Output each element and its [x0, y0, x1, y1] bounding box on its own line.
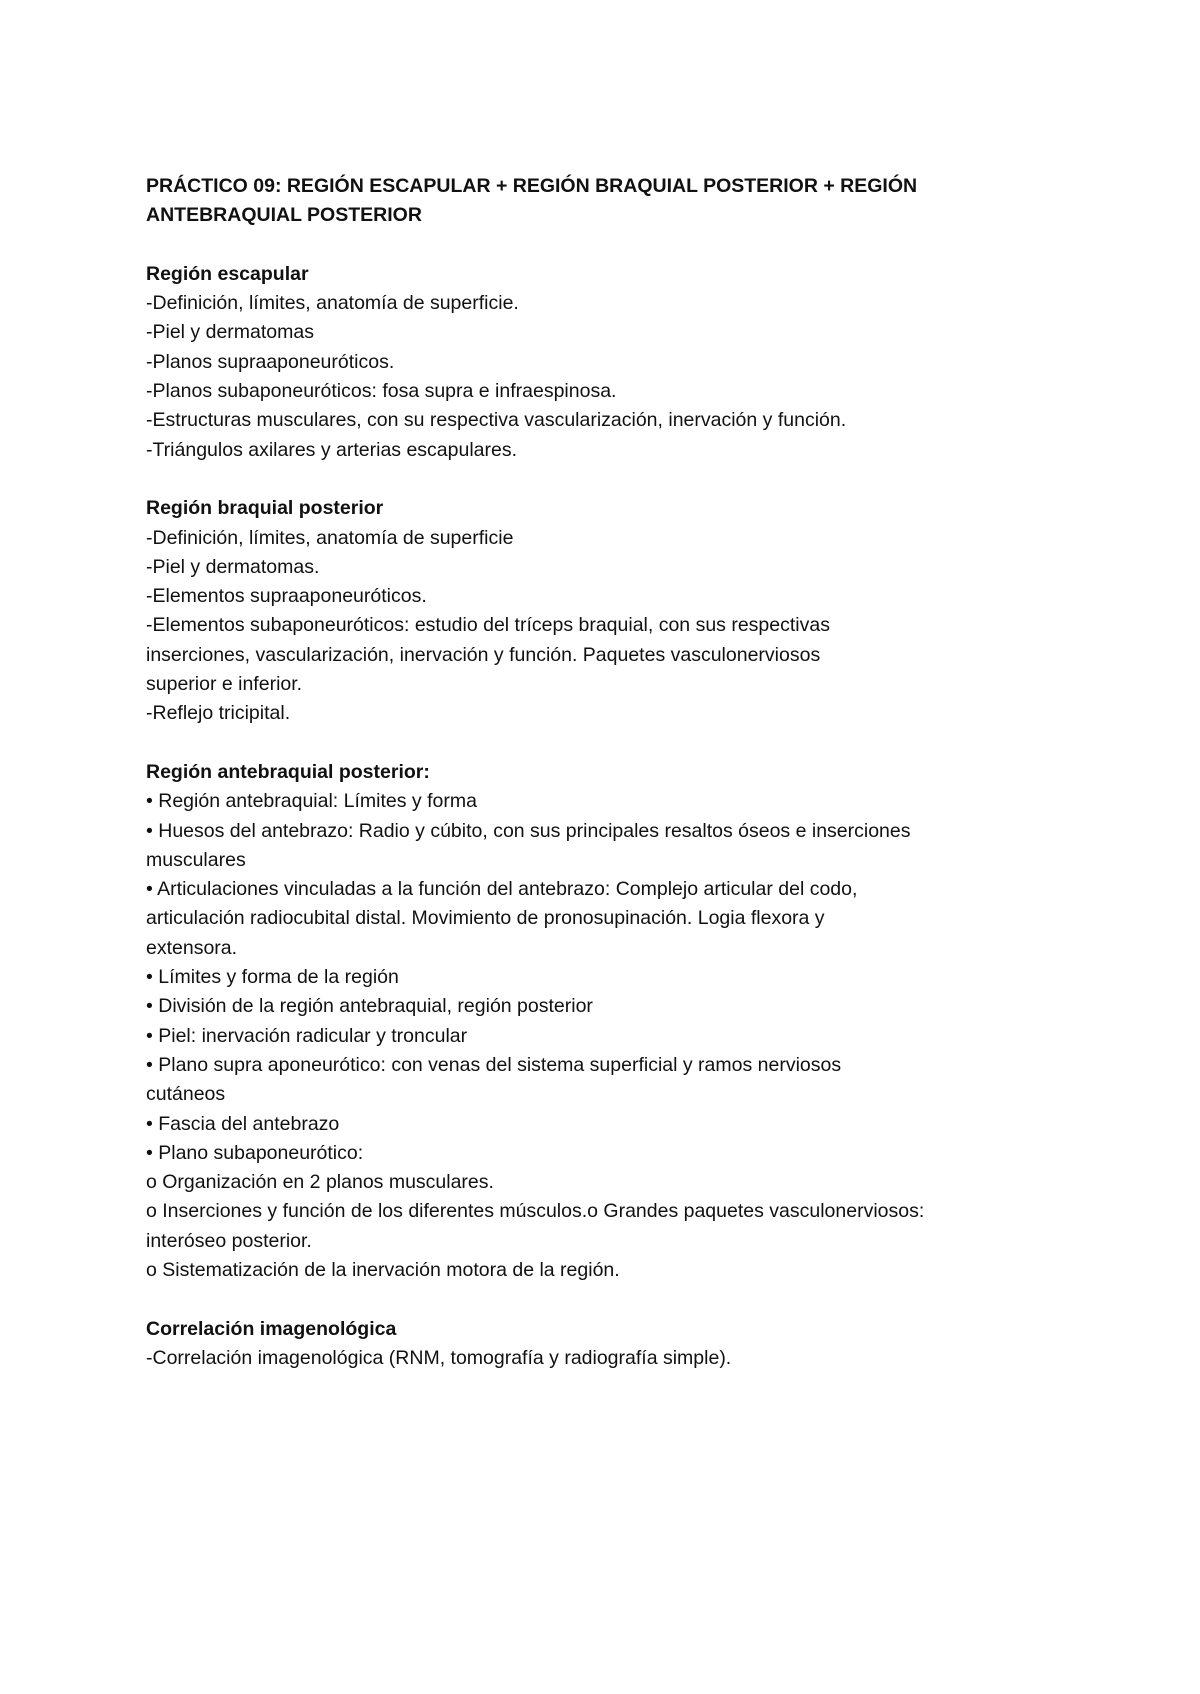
section-region-escapular [146, 260, 1046, 465]
list-item: o Sistematización de la inervación motora de la región. [146, 1258, 620, 1281]
list-item: • Región antebraquial: Límites y forma [146, 790, 477, 813]
list-item: extensora. [146, 936, 238, 959]
list-item: -Elementos subaponeuróticos: estudio del tríceps braquial, con sus respectivas [146, 614, 830, 637]
list-item: -Correlación imagenológica (RNM, tomografía y radiografía simple). [146, 1346, 732, 1369]
list-item: articulación radiocubital distal. Movimiento de pronosupinación. Logia flexora y [146, 907, 825, 930]
title-line: PRÁCTICO 09: REGIÓN ESCAPULAR + REGIÓN BRAQUIAL POSTERIOR + REGIÓN [146, 175, 918, 197]
list-item: -Definición, límites, anatomía de superficie. [146, 292, 519, 315]
list-item: • Plano subaponeurótico: [146, 1141, 364, 1164]
list-item: • Límites y forma de la región [146, 966, 399, 989]
list-item: inserciones, vascularización, inervación y función. Paquetes vasculonerviosos [146, 643, 821, 666]
section-correlacion-imagenologica [146, 1315, 1046, 1374]
list-item: -Reflejo tricipital. [146, 702, 291, 725]
list-item: • Fascia del antebrazo [146, 1112, 340, 1135]
list-item: -Piel y dermatomas [146, 321, 314, 344]
document-page [146, 172, 1046, 1373]
list-item: -Elementos supraaponeuróticos. [146, 585, 427, 608]
list-item: -Triángulos axilares y arterias escapulares. [146, 438, 518, 461]
list-item: musculares [146, 848, 246, 871]
list-item: cutáneos [146, 1083, 226, 1106]
section-heading: Correlación imagenológica [146, 1317, 397, 1340]
title-line: ANTEBRAQUIAL POSTERIOR [146, 204, 422, 227]
list-item: • Piel: inervación radicular y troncular [146, 1024, 468, 1047]
list-item: superior e inferior. [146, 673, 303, 696]
list-item: o Organización en 2 planos musculares. [146, 1171, 494, 1194]
section-region-antebraquial-posterior [146, 758, 1046, 1285]
list-item: • Plano supra aponeurótico: con venas del sistema superficial y ramos nerviosos [146, 1053, 842, 1076]
section-heading: Región escapular [146, 262, 309, 285]
list-item: • Huesos del antebrazo: Radio y cúbito, con sus principales resaltos óseos e inserciones [146, 819, 911, 842]
list-item: • Articulaciones vinculadas a la función del antebrazo: Complejo articular del codo, [146, 878, 858, 901]
list-item: • División de la región antebraquial, región posterior [146, 995, 593, 1018]
list-item: -Estructuras musculares, con su respectiva vascularización, inervación y función. [146, 409, 847, 432]
section-heading: Región antebraquial posterior: [146, 760, 430, 783]
list-item: -Planos supraaponeuróticos. [146, 350, 395, 373]
section-heading: Región braquial posterior [146, 497, 384, 520]
list-item: interóseo posterior. [146, 1229, 312, 1252]
list-item: -Planos subaponeuróticos: fosa supra e infraespinosa. [146, 380, 617, 403]
document-title [146, 172, 1046, 231]
list-item: o Inserciones y función de los diferentes músculos.o Grandes paquetes vasculonerviosos: [146, 1200, 925, 1223]
section-region-braquial-posterior [146, 494, 1046, 728]
list-item: -Piel y dermatomas. [146, 555, 320, 578]
list-item: -Definición, límites, anatomía de superficie [146, 526, 514, 549]
